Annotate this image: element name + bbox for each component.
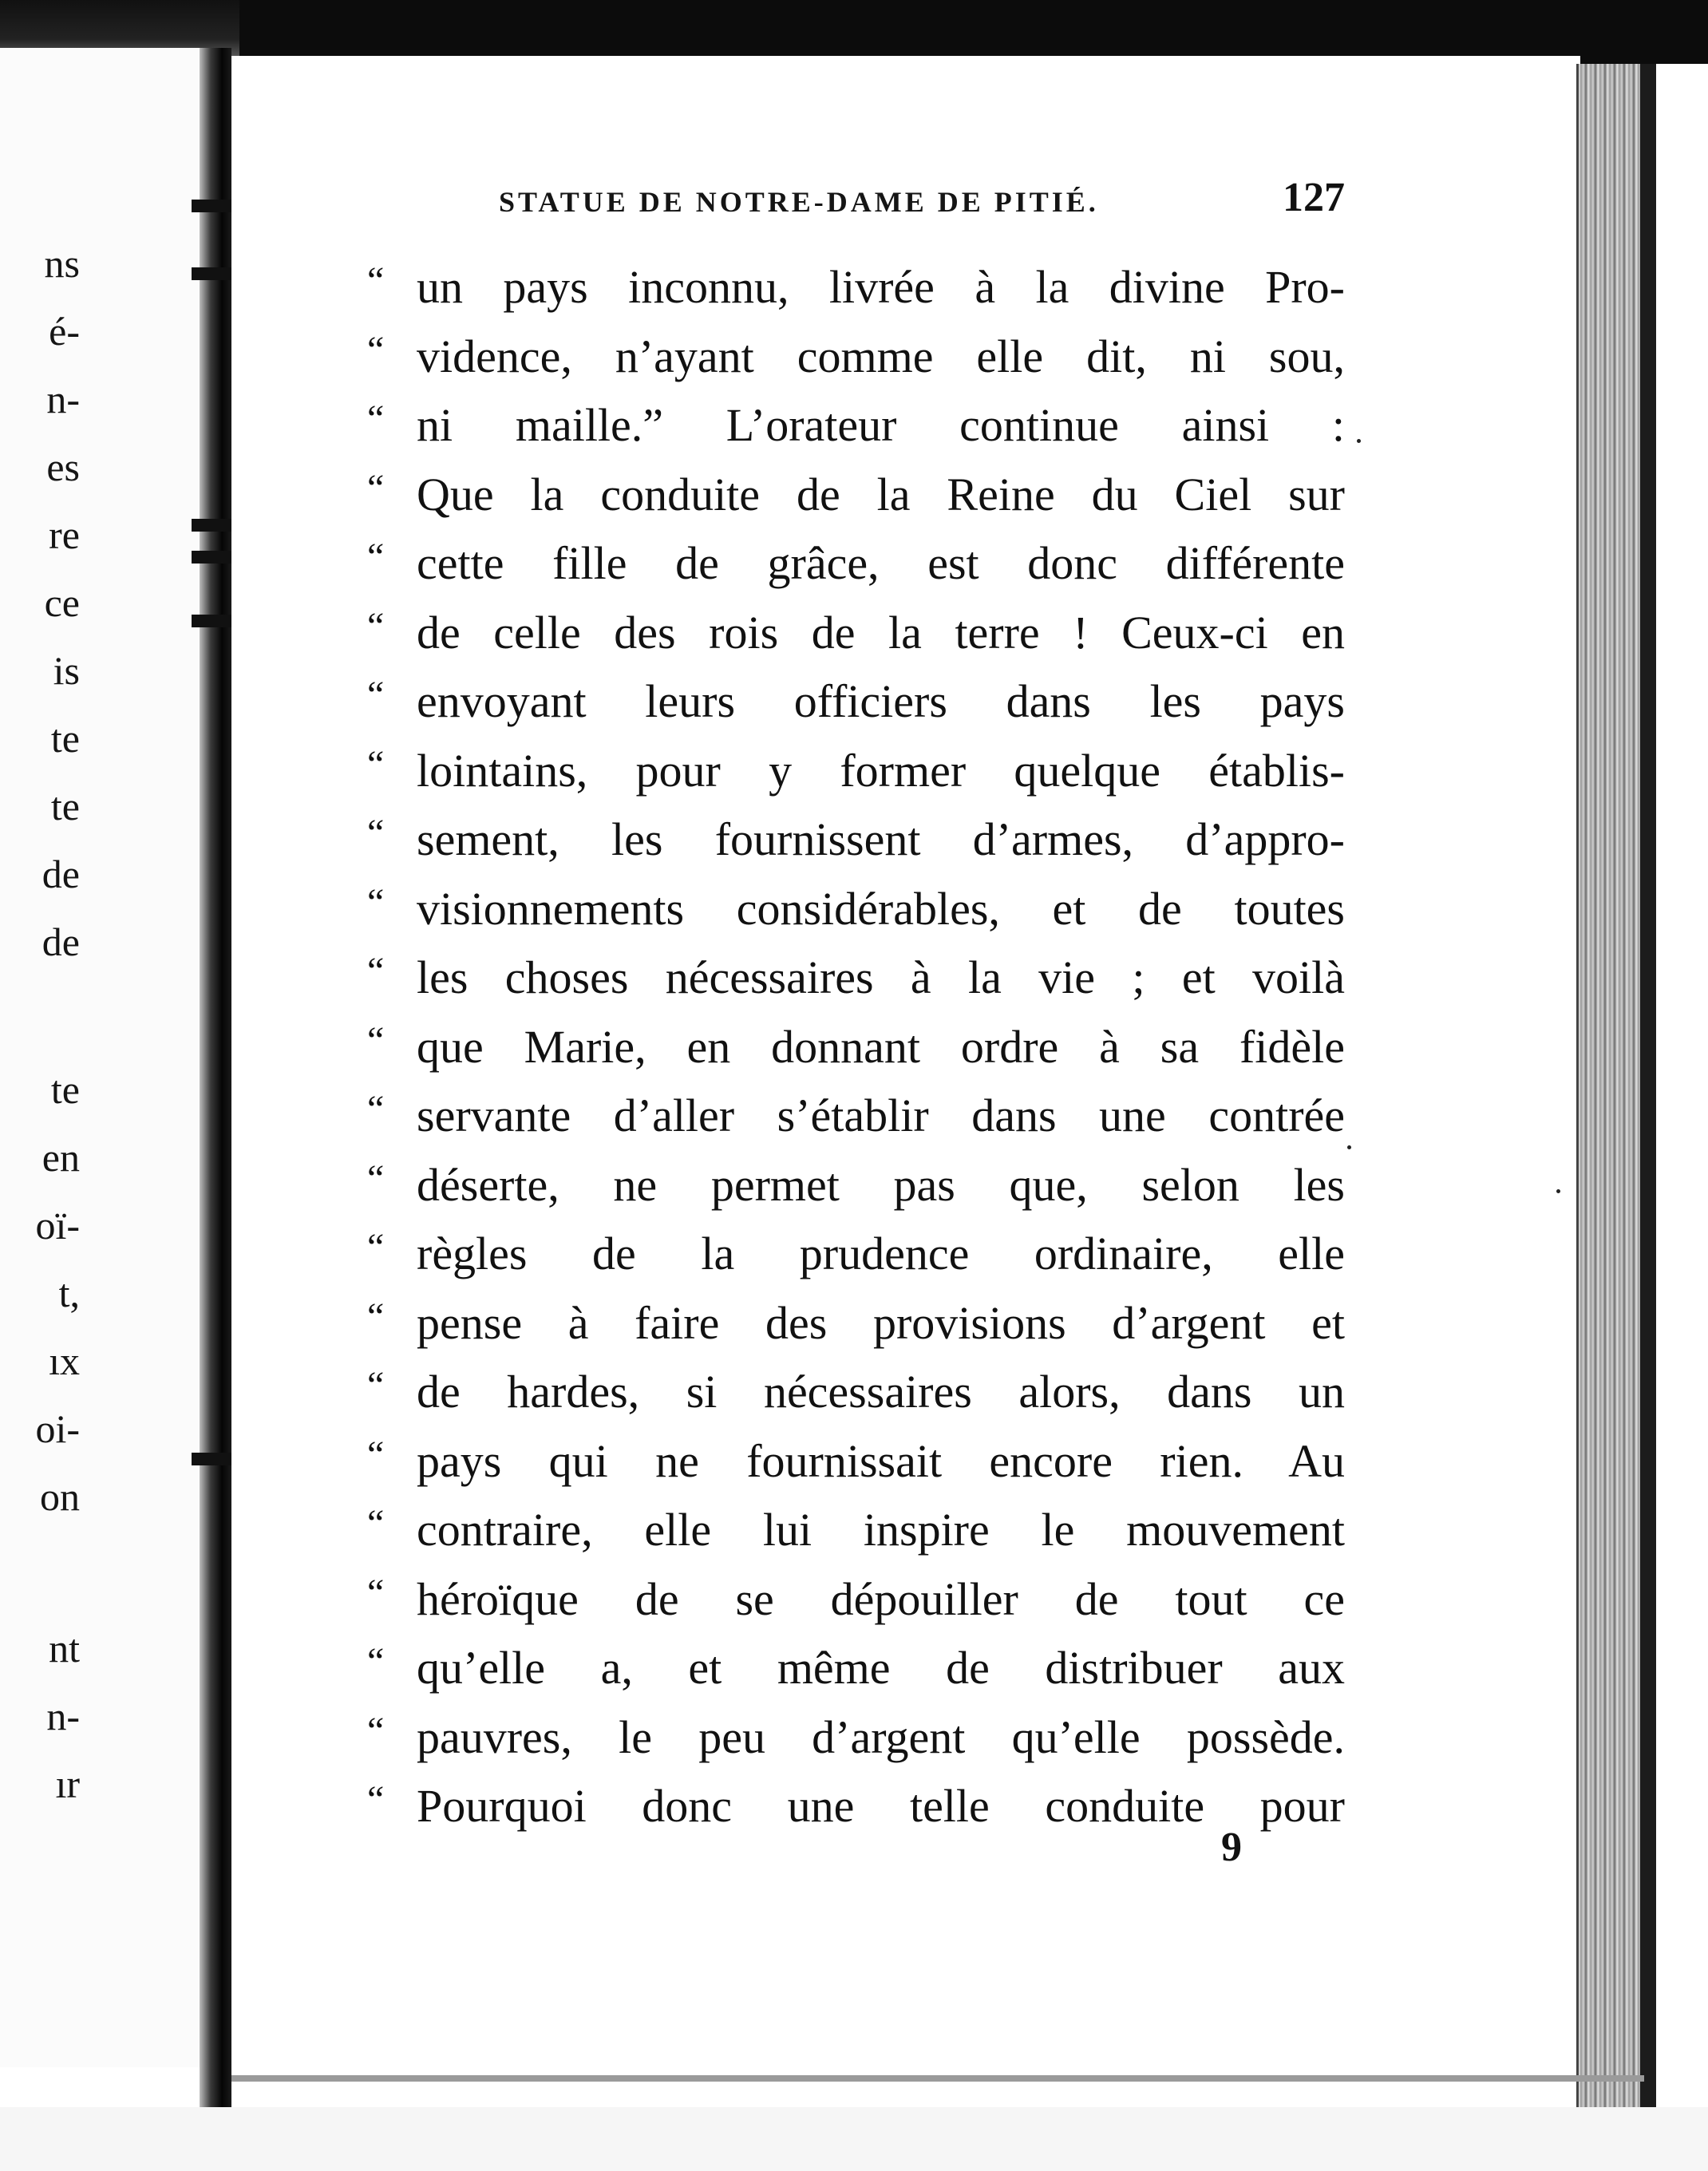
text-line xyxy=(367,808,1345,877)
left-fragment: is xyxy=(53,648,80,693)
text-line xyxy=(367,1153,1345,1223)
line-text: pays qui ne fournissait encore rien. Au xyxy=(417,1434,1345,1487)
text-line xyxy=(367,1084,1345,1153)
left-fragment: re xyxy=(49,512,80,557)
left-fragment: ıx xyxy=(49,1339,80,1383)
text-line xyxy=(367,670,1345,739)
line-text: un pays inconnu, livrée à la divine Pro- xyxy=(417,261,1345,313)
quote-mark: “ xyxy=(367,1709,385,1752)
left-fragment: n- xyxy=(46,1694,80,1738)
text-line xyxy=(367,532,1345,601)
left-fragment: ır xyxy=(55,1762,80,1806)
text-line xyxy=(367,1774,1345,1844)
signature-mark: 9 xyxy=(1221,1825,1242,1870)
left-fragment: te xyxy=(50,784,80,828)
quote-mark: “ xyxy=(367,812,385,854)
left-fragment: on xyxy=(40,1474,80,1519)
text-line xyxy=(367,393,1345,463)
left-fragment: te xyxy=(50,716,80,761)
line-text: ni maille.” L’orateur continue ainsi : xyxy=(417,399,1345,451)
left-fragment: de xyxy=(42,852,80,896)
text-line xyxy=(367,1015,1345,1085)
text-line xyxy=(367,1430,1345,1499)
left-fragment: ns xyxy=(44,241,80,286)
quote-mark: “ xyxy=(367,466,385,509)
left-fragment: oï- xyxy=(35,1203,80,1248)
text-line xyxy=(367,739,1345,809)
page-bottom-edge xyxy=(231,2075,1644,2082)
line-text: servante d’aller s’établir dans une contrée xyxy=(417,1089,1345,1141)
line-text: que Marie, en donnant ordre à sa fidèle xyxy=(417,1020,1345,1073)
text-line xyxy=(367,1706,1345,1775)
left-fragment: oi- xyxy=(35,1406,80,1451)
line-text: de hardes, si nécessaires alors, dans un xyxy=(417,1366,1345,1418)
line-text: cette fille de grâce, est donc différente xyxy=(417,537,1345,589)
quote-mark: “ xyxy=(367,1088,385,1130)
quote-mark: “ xyxy=(367,1571,385,1614)
left-fragment: n- xyxy=(46,377,80,421)
text-line xyxy=(367,1568,1345,1637)
line-text: sement, les fournissent d’armes, d’appro- xyxy=(417,813,1345,865)
text-line xyxy=(367,877,1345,947)
line-text: Que la conduite de la Reine du Ciel sur xyxy=(417,468,1345,520)
quote-mark: “ xyxy=(367,1157,385,1200)
body-text xyxy=(367,255,1345,1844)
text-line xyxy=(367,463,1345,532)
quote-mark: “ xyxy=(367,1640,385,1683)
quote-mark: “ xyxy=(367,880,385,923)
quote-mark: “ xyxy=(367,328,385,371)
ink-speck xyxy=(1556,1189,1560,1193)
quote-mark: “ xyxy=(367,1226,385,1268)
line-text: vidence, n’ayant comme elle dit, ni sou, xyxy=(417,330,1345,382)
left-fragment: es xyxy=(46,445,80,489)
text-line xyxy=(367,325,1345,394)
quote-mark: “ xyxy=(367,1502,385,1544)
quote-mark: “ xyxy=(367,742,385,785)
text-line xyxy=(367,1636,1345,1706)
line-text: qu’elle a, et même de distribuer aux xyxy=(417,1642,1345,1694)
quote-mark: “ xyxy=(367,1778,385,1821)
quote-mark: “ xyxy=(367,1295,385,1338)
line-text: de celle des rois de la terre ! Ceux-ci en xyxy=(417,606,1345,658)
quote-mark: “ xyxy=(367,397,385,440)
text-line xyxy=(367,946,1345,1015)
page-number: 127 xyxy=(1283,175,1345,220)
left-fragment: de xyxy=(42,919,80,964)
left-fragment: nt xyxy=(49,1626,80,1671)
line-text: règles de la prudence ordinaire, elle xyxy=(417,1228,1345,1279)
quote-mark: “ xyxy=(367,950,385,992)
line-text: lointains, pour y former quelque établis- xyxy=(417,744,1345,797)
text-line xyxy=(367,1360,1345,1430)
line-text: Pourquoi donc une telle conduite pour xyxy=(417,1780,1345,1832)
top-shadow xyxy=(0,0,1708,64)
text-line xyxy=(367,1498,1345,1568)
left-fragment: en xyxy=(42,1135,80,1180)
line-text: pauvres, le peu d’argent qu’elle possède. xyxy=(417,1710,1345,1763)
quote-mark: “ xyxy=(367,1433,385,1476)
line-text: visionnements considérables, et de toutes xyxy=(417,882,1345,935)
book-spine-shadow xyxy=(200,48,231,2107)
text-line xyxy=(367,601,1345,670)
quote-mark: “ xyxy=(367,674,385,716)
running-head xyxy=(499,174,1345,230)
line-text: envoyant leurs officiers dans les pays xyxy=(417,675,1345,727)
left-page-edge xyxy=(0,48,227,2067)
text-line xyxy=(367,1291,1345,1361)
line-text: les choses nécessaires à la vie ; et voilà xyxy=(417,951,1345,1003)
left-fragment: t, xyxy=(58,1271,80,1315)
text-line xyxy=(367,1222,1345,1291)
quote-mark: “ xyxy=(367,1364,385,1406)
line-text: déserte, ne permet pas que, selon les xyxy=(417,1158,1345,1211)
bottom-margin xyxy=(0,2107,1708,2171)
ink-speck xyxy=(1347,1145,1351,1149)
text-line xyxy=(367,255,1345,325)
left-fragment: te xyxy=(50,1067,80,1112)
quote-mark: “ xyxy=(367,536,385,578)
quote-mark: “ xyxy=(367,259,385,302)
quote-mark: “ xyxy=(367,1018,385,1062)
line-text: contraire, elle lui inspire le mouvement xyxy=(417,1504,1345,1556)
line-text: pense à faire des provisions d’argent et xyxy=(417,1296,1345,1349)
left-fragment: ce xyxy=(44,580,80,625)
quote-mark: “ xyxy=(367,604,385,647)
left-fragment: é- xyxy=(49,309,80,354)
line-text: héroïque de se dépouiller de tout ce xyxy=(417,1572,1345,1625)
ink-speck xyxy=(1357,439,1361,443)
book-edge-dark xyxy=(1640,64,1656,2107)
running-title: STATUE DE NOTRE-DAME DE PITIÉ. xyxy=(499,186,1099,218)
page-edges-stack xyxy=(1576,64,1647,2107)
